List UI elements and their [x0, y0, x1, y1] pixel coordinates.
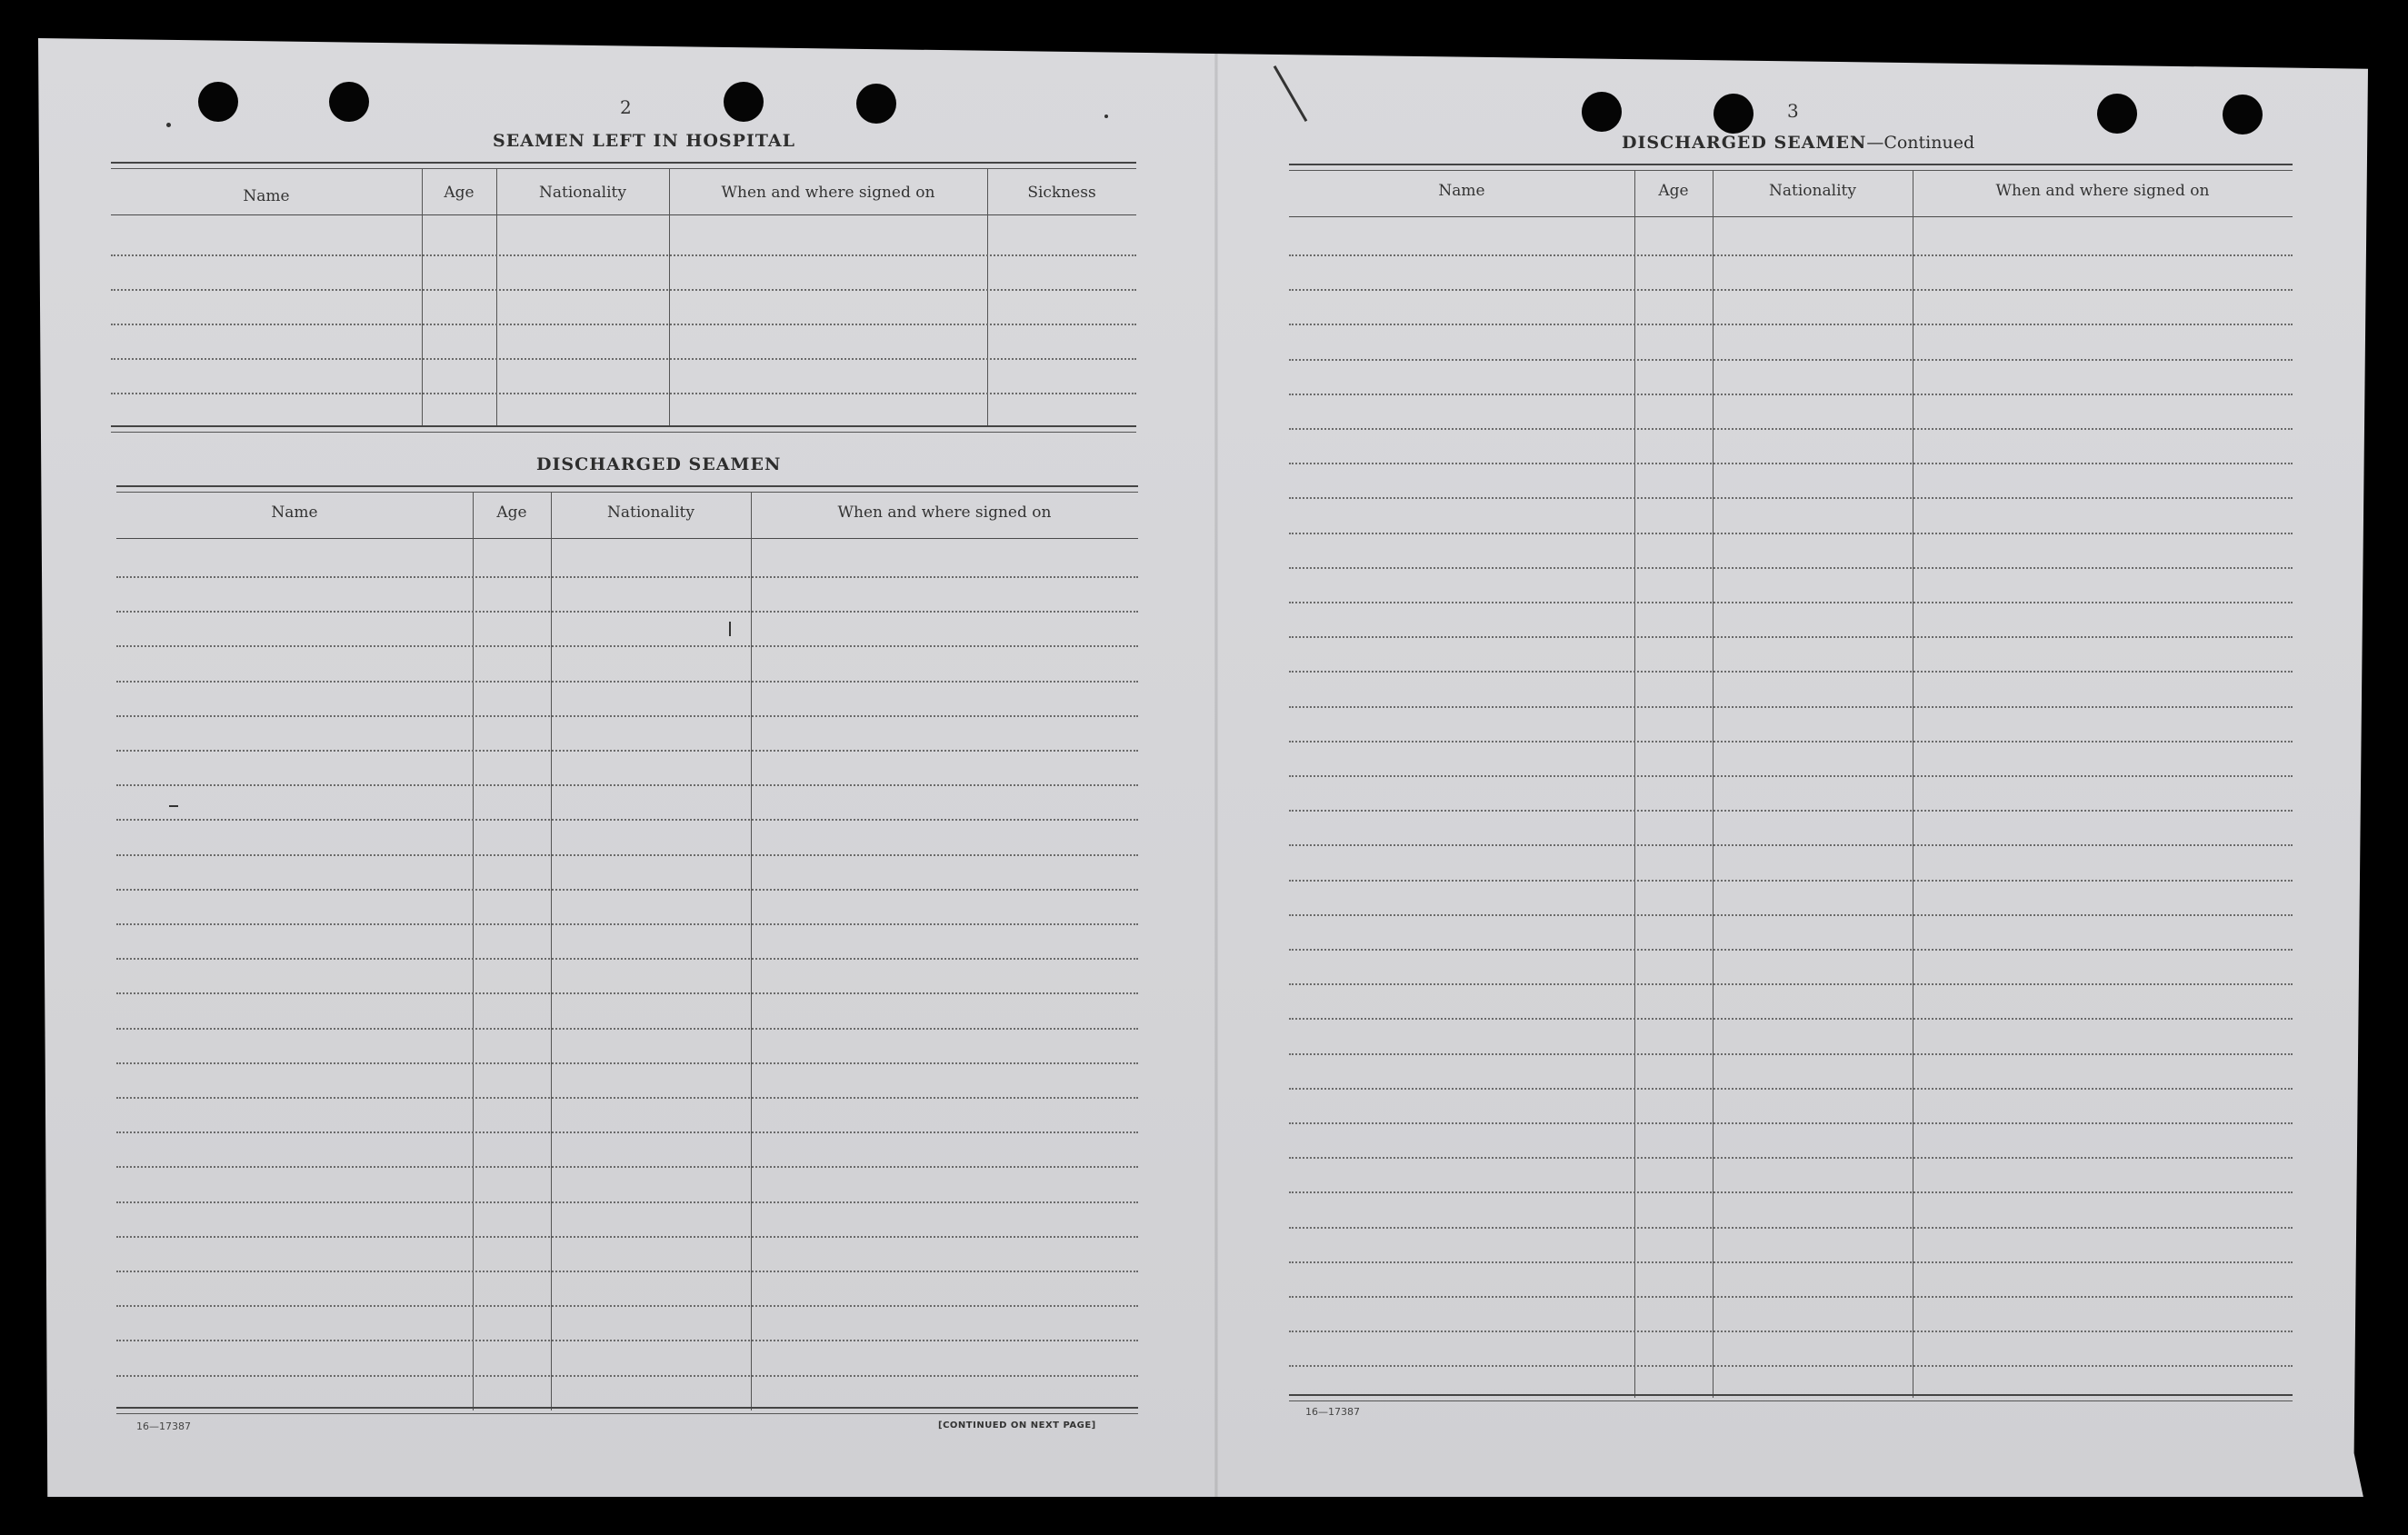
- entry-line: [116, 958, 1138, 960]
- column-divider: [1713, 171, 1714, 1398]
- entry-line: [116, 645, 1138, 647]
- column-divider: [1634, 171, 1635, 1398]
- header-underline: [111, 214, 1136, 215]
- form-code-left: 16—17387: [136, 1420, 191, 1432]
- entry-line: [111, 393, 1136, 394]
- entry-line: [116, 1271, 1138, 1272]
- table-top-rule: [1289, 164, 2293, 171]
- stray-mark: [166, 123, 171, 127]
- entry-line: [111, 324, 1136, 325]
- entry-line: [116, 715, 1138, 717]
- entry-line: [111, 289, 1136, 291]
- column-header-age: Age: [444, 184, 475, 202]
- entry-line: [116, 1305, 1138, 1307]
- form-code-right: 16—17387: [1305, 1406, 1360, 1418]
- entry-line: [116, 1201, 1138, 1203]
- entry-line: [1289, 1296, 2293, 1298]
- entry-line: [1289, 671, 2293, 673]
- column-header-nationality: Nationality: [1769, 182, 1856, 200]
- column-header-when-where: When and where signed on: [1995, 182, 2210, 200]
- punch-hole: [724, 82, 764, 122]
- hospital-section-title: SEAMEN LEFT IN HOSPITAL: [493, 131, 795, 151]
- entry-line: [116, 923, 1138, 925]
- title-sub: —Continued: [1866, 133, 1975, 153]
- discharged-section-title-left: DISCHARGED SEAMEN: [536, 454, 782, 474]
- column-divider: [987, 169, 988, 425]
- entry-line: [1289, 602, 2293, 603]
- entry-line: [116, 889, 1138, 891]
- entry-line: [1289, 1018, 2293, 1020]
- punch-hole: [329, 82, 369, 122]
- entry-line: [1289, 1331, 2293, 1332]
- entry-line: [116, 992, 1138, 994]
- header-underline: [116, 538, 1138, 539]
- entry-line: [1289, 810, 2293, 812]
- entry-line: [1289, 775, 2293, 777]
- entry-line: [111, 254, 1136, 256]
- table-top-rule: [116, 485, 1138, 493]
- entry-line: [1289, 463, 2293, 464]
- entry-line: [116, 1166, 1138, 1168]
- column-header-name: Name: [271, 503, 318, 522]
- entry-line: [116, 1097, 1138, 1099]
- entry-line: [1289, 1157, 2293, 1159]
- entry-line: [1289, 359, 2293, 361]
- entry-line: [1289, 706, 2293, 708]
- entry-line: [1289, 949, 2293, 951]
- column-header-nationality: Nationality: [607, 503, 694, 522]
- column-header-age: Age: [1658, 182, 1689, 200]
- table-bottom-rule: [116, 1407, 1138, 1414]
- entry-line: [1289, 533, 2293, 534]
- punch-hole: [198, 82, 238, 122]
- column-divider: [751, 493, 752, 1410]
- discharged-table-right: [1289, 164, 2293, 1403]
- entry-line: [1289, 636, 2293, 638]
- discharged-section-title-right: [1622, 133, 1974, 153]
- entry-line: [116, 681, 1138, 683]
- column-header-nationality: Nationality: [539, 184, 626, 202]
- table-bottom-rule: [111, 425, 1136, 433]
- table-top-rule: [111, 162, 1136, 169]
- column-divider: [669, 169, 670, 425]
- entry-line: [1289, 1053, 2293, 1055]
- entry-line: [1289, 254, 2293, 256]
- punch-hole: [2223, 95, 2263, 135]
- entry-line: [116, 1028, 1138, 1030]
- entry-line: [116, 819, 1138, 821]
- column-header-name: Name: [1438, 182, 1485, 200]
- entry-line: [116, 611, 1138, 613]
- entry-line: [116, 1131, 1138, 1133]
- entry-line: [111, 358, 1136, 360]
- column-header-name: Name: [243, 187, 290, 205]
- stray-mark: [1104, 115, 1108, 118]
- entry-line: [1289, 394, 2293, 395]
- header-underline: [1289, 216, 2293, 217]
- entry-line: [1289, 1261, 2293, 1263]
- entry-line: [1289, 914, 2293, 916]
- entry-line: [1289, 844, 2293, 846]
- column-divider: [551, 493, 552, 1410]
- entry-line: [1289, 324, 2293, 325]
- punch-hole: [1582, 92, 1622, 132]
- continued-note: [CONTINUED ON NEXT PAGE]: [938, 1420, 1096, 1430]
- entry-line: [116, 1340, 1138, 1341]
- entry-line: [1289, 1088, 2293, 1090]
- entry-line: [116, 1375, 1138, 1377]
- column-divider: [473, 493, 474, 1410]
- entry-line: [1289, 497, 2293, 499]
- punch-hole: [1714, 94, 1754, 134]
- page-number-left: 2: [620, 96, 632, 118]
- entry-line: [1289, 983, 2293, 985]
- punch-hole: [856, 84, 896, 124]
- entry-line: [1289, 428, 2293, 430]
- entry-line: [116, 854, 1138, 856]
- entry-line: [1289, 289, 2293, 291]
- entry-line: [116, 750, 1138, 752]
- entry-line: [1289, 1365, 2293, 1367]
- discharged-table-left: [116, 485, 1138, 1418]
- entry-line: [116, 1062, 1138, 1064]
- hospital-table: [111, 162, 1136, 433]
- column-header-sickness: Sickness: [1027, 184, 1096, 202]
- entry-line: [116, 1236, 1138, 1238]
- column-divider: [496, 169, 497, 425]
- punch-hole: [2097, 94, 2137, 134]
- column-header-age: Age: [496, 503, 527, 522]
- column-header-when-where: When and where signed on: [721, 184, 935, 202]
- entry-line: [116, 576, 1138, 578]
- title-main: DISCHARGED SEAMEN: [1622, 133, 1867, 153]
- table-bottom-rule: [1289, 1394, 2293, 1401]
- entry-line: [1289, 1122, 2293, 1124]
- entry-line: [1289, 567, 2293, 569]
- center-fold: [1214, 38, 1218, 1497]
- entry-line: [1289, 1227, 2293, 1229]
- entry-line: [1289, 1191, 2293, 1193]
- column-divider: [422, 169, 423, 425]
- entry-line: [116, 784, 1138, 786]
- entry-line: [1289, 880, 2293, 882]
- column-header-when-where: When and where signed on: [837, 503, 1052, 522]
- page-number-right: 3: [1787, 100, 1799, 122]
- entry-line: [1289, 741, 2293, 743]
